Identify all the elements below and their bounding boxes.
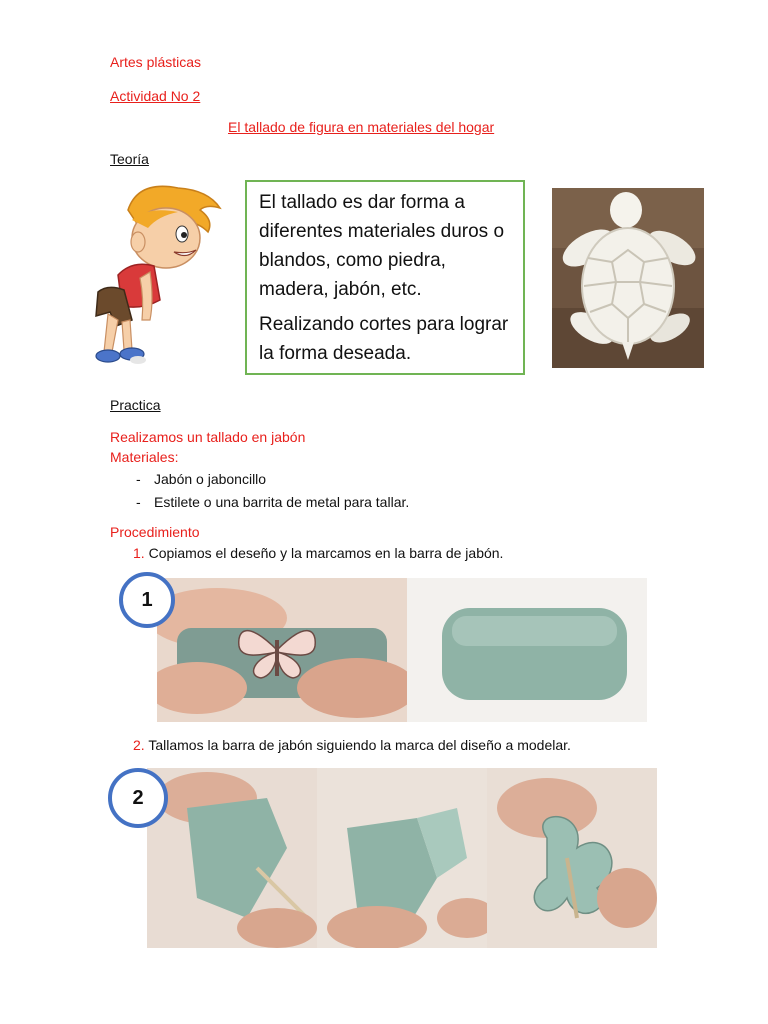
page-title: El tallado de figura en materiales del hogar: [228, 119, 495, 135]
boy-illustration: [88, 180, 228, 372]
theory-text-box: [245, 180, 525, 375]
step-1-text: [133, 545, 503, 561]
list-item: - Jabón o jaboncillo: [130, 468, 409, 491]
activity-label: Actividad No 2: [110, 88, 201, 104]
step-2-description: Tallamos la barra de jabón siguiendo la marca del diseño a modelar.: [148, 737, 571, 753]
materials-list: [130, 468, 409, 514]
step-1-badge: 1: [119, 572, 175, 628]
subject-label: Artes plásticas: [110, 54, 202, 70]
turtle-carving-photo: [552, 188, 704, 368]
procedure-heading: Procedimiento: [110, 524, 200, 540]
step-2-photo: [147, 768, 657, 948]
step-1-description: Copiamos el deseño y la marcamos en la barra de jabón.: [148, 545, 504, 561]
step-1-photo: [157, 578, 647, 722]
practice-heading: Practica: [110, 397, 161, 413]
theory-paragraph-1: El tallado es dar forma a diferentes materiales duros o blandos, como piedra, madera, jabón, etc.: [259, 192, 505, 300]
theory-heading: Teoría: [110, 151, 149, 167]
list-item: - Estilete o una barrita de metal para tallar.: [130, 491, 409, 514]
theory-paragraph-2: Realizando cortes para lograr la forma deseada.: [259, 314, 509, 364]
step-2-badge: 2: [108, 768, 168, 828]
step-2-text: [133, 737, 571, 753]
step-2-number: 2.: [133, 737, 145, 753]
step-1-number: 1.: [133, 545, 145, 561]
materials-heading: Materiales:: [110, 449, 179, 465]
task-label: Realizamos un tallado en jabón: [110, 429, 306, 445]
